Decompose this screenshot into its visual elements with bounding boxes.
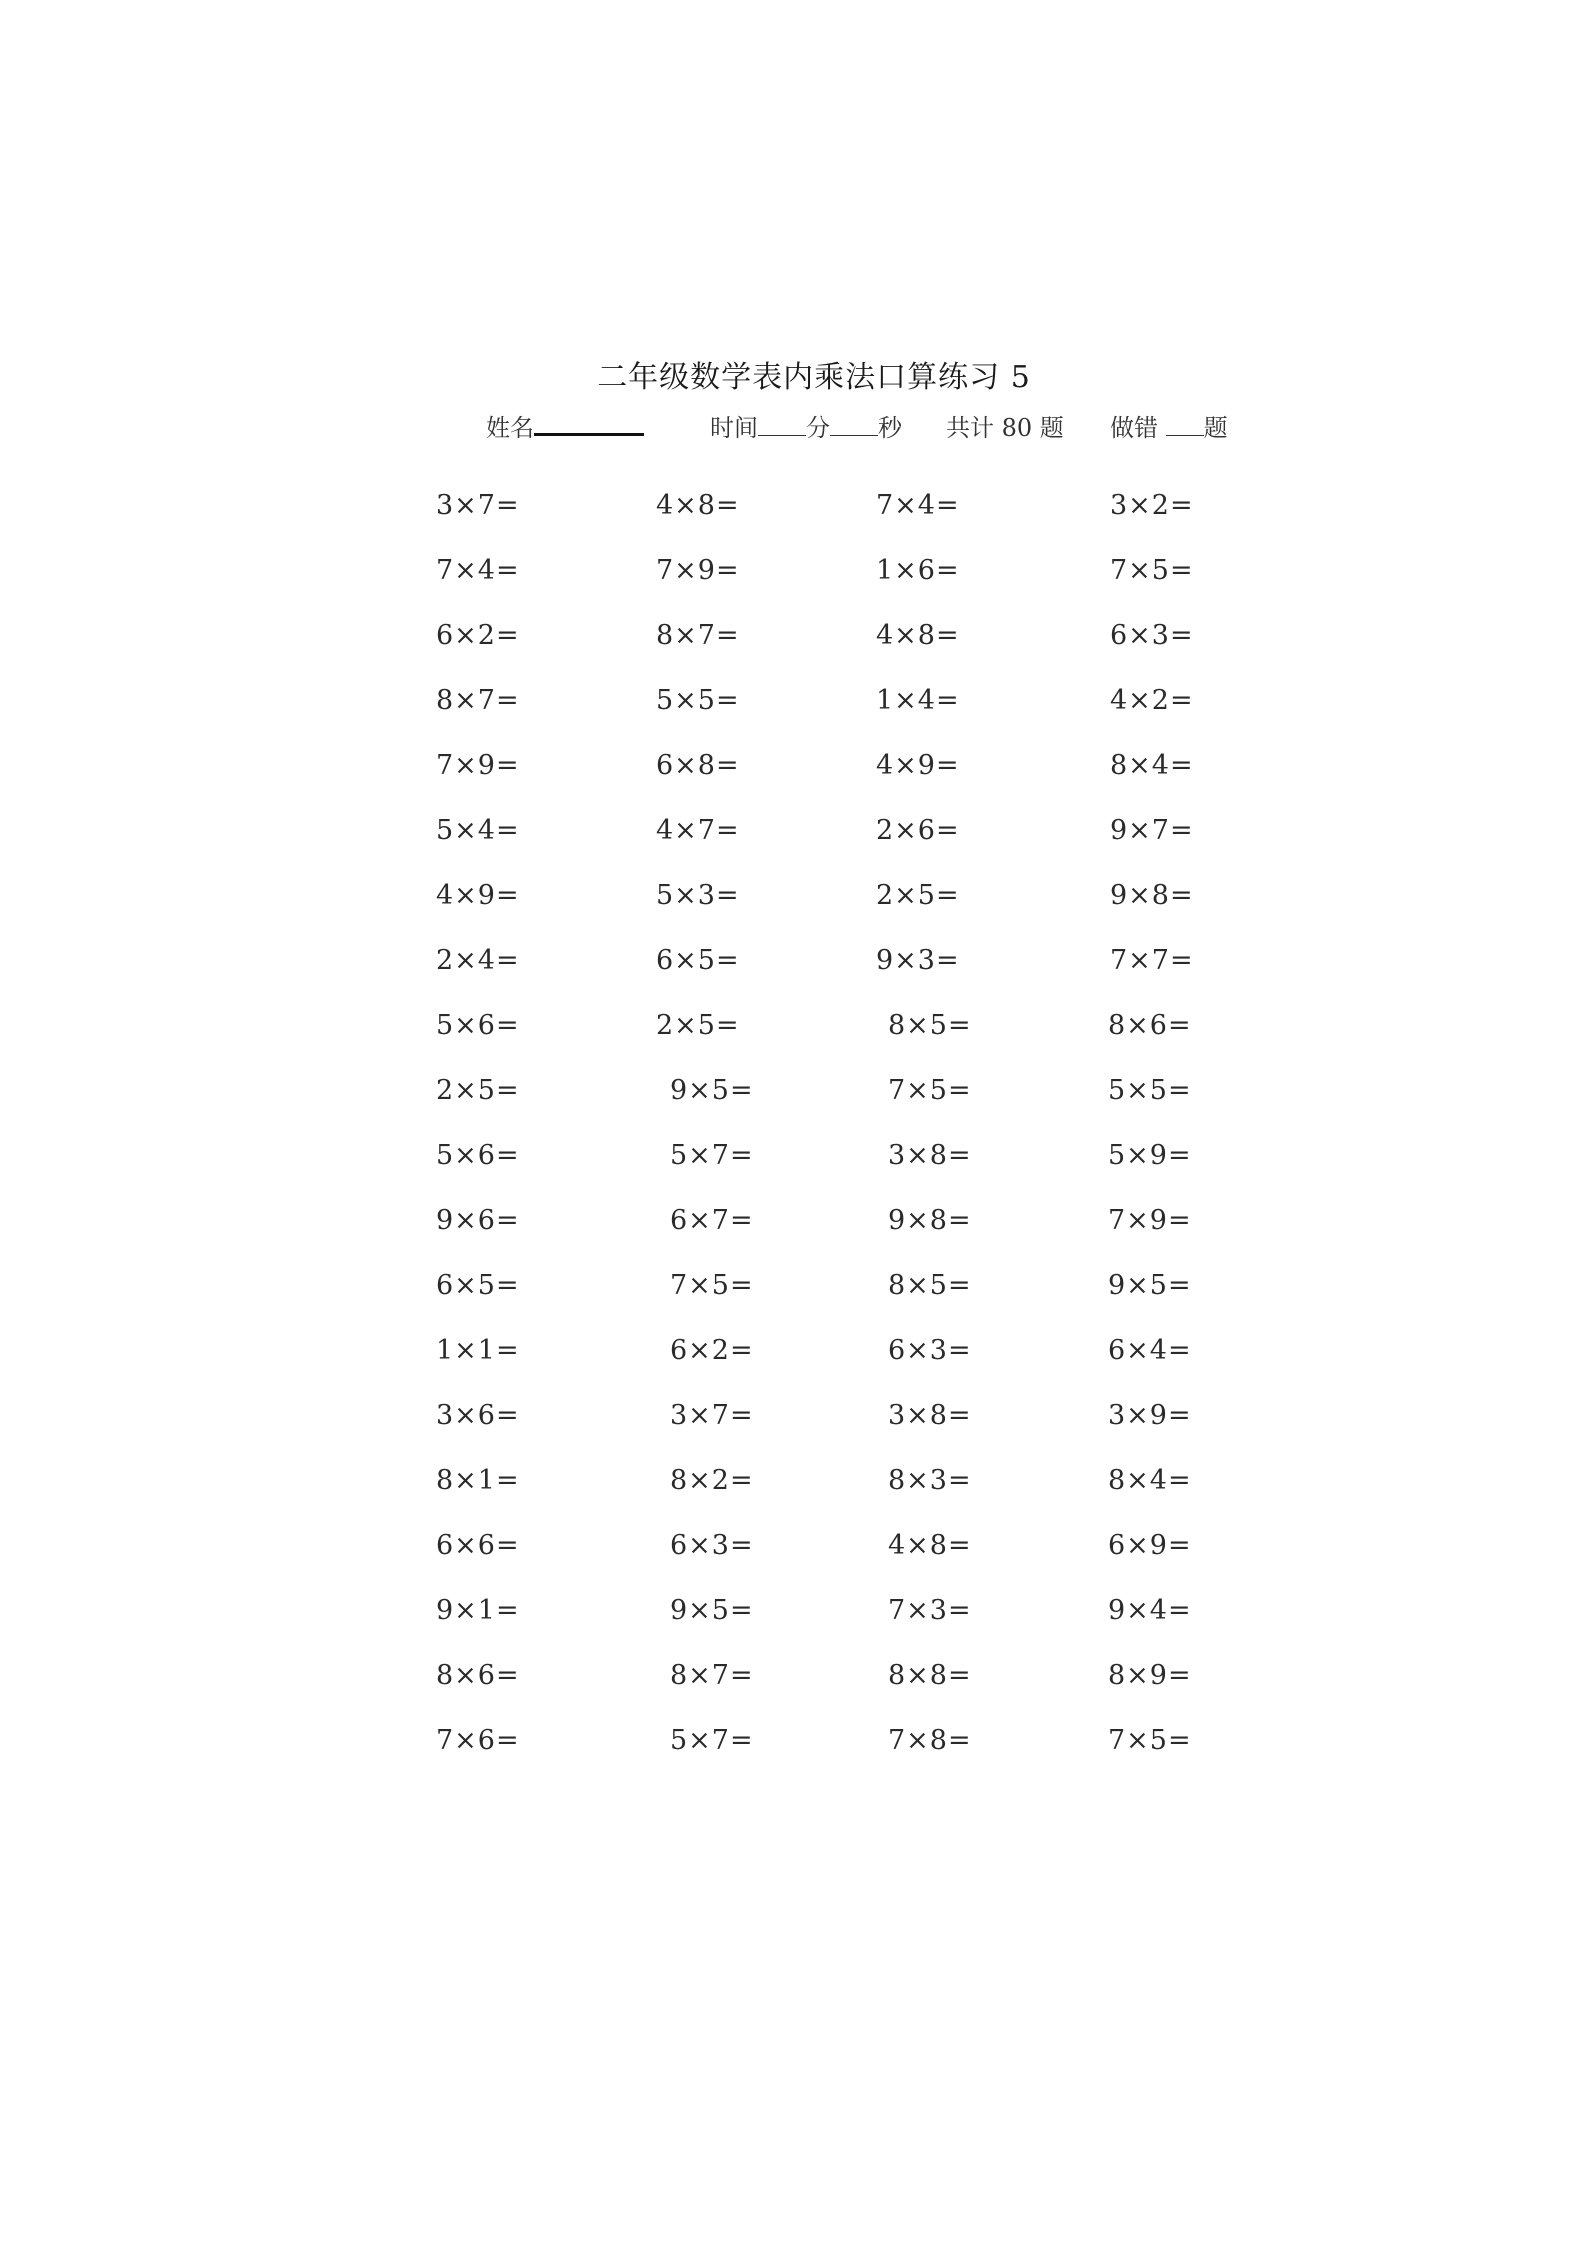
problem-r13-c3: 8×5= xyxy=(888,1270,972,1301)
problem-r3-c1: 6×2= xyxy=(436,620,520,651)
problem-r15-c2: 3×7= xyxy=(670,1400,754,1431)
problem-r3-c4: 6×3= xyxy=(1110,620,1194,651)
time-label: 时间 xyxy=(710,414,758,442)
problem-r19-c4: 8×9= xyxy=(1108,1660,1192,1691)
problem-r4-c4: 4×2= xyxy=(1110,685,1194,716)
problem-r8-c3: 9×3= xyxy=(876,945,960,976)
problem-r19-c2: 8×7= xyxy=(670,1660,754,1691)
problem-r6-c2: 4×7= xyxy=(656,815,740,846)
wrong-label: 做错 xyxy=(1110,414,1158,442)
problem-r10-c3: 7×5= xyxy=(888,1075,972,1106)
problem-r4-c1: 8×7= xyxy=(436,685,520,716)
problem-r1-c4: 3×2= xyxy=(1110,490,1194,521)
wrong-unit: 题 xyxy=(1203,414,1228,442)
problem-r5-c1: 7×9= xyxy=(436,750,520,781)
problem-r12-c2: 6×7= xyxy=(670,1205,754,1236)
problem-r10-c2: 9×5= xyxy=(670,1075,754,1106)
problem-r11-c4: 5×9= xyxy=(1108,1140,1192,1171)
problem-r12-c3: 9×8= xyxy=(888,1205,972,1236)
problem-r11-c1: 5×6= xyxy=(436,1140,520,1171)
problem-r9-c3: 8×5= xyxy=(888,1010,972,1041)
problem-r18-c2: 9×5= xyxy=(670,1595,754,1626)
problem-r2-c1: 7×4= xyxy=(436,555,520,586)
problem-r20-c2: 5×7= xyxy=(670,1725,754,1756)
problem-r12-c1: 9×6= xyxy=(436,1205,520,1236)
problem-r17-c4: 6×9= xyxy=(1108,1530,1192,1561)
problem-r14-c1: 1×1= xyxy=(436,1335,520,1366)
problem-r14-c4: 6×4= xyxy=(1108,1335,1192,1366)
problem-r9-c1: 5×6= xyxy=(436,1010,520,1041)
problem-r8-c4: 7×7= xyxy=(1110,945,1194,976)
problem-r7-c3: 2×5= xyxy=(876,880,960,911)
problem-r8-c2: 6×5= xyxy=(656,945,740,976)
minutes-label: 分 xyxy=(806,414,830,442)
problem-r3-c3: 4×8= xyxy=(876,620,960,651)
problem-r7-c2: 5×3= xyxy=(656,880,740,911)
problem-r11-c3: 3×8= xyxy=(888,1140,972,1171)
seconds-label: 秒 xyxy=(878,414,902,442)
worksheet-title: 二年级数学表内乘法口算练习 5 xyxy=(597,360,1031,395)
problem-r16-c4: 8×4= xyxy=(1108,1465,1192,1496)
problem-r16-c3: 8×3= xyxy=(888,1465,972,1496)
problem-r6-c1: 5×4= xyxy=(436,815,520,846)
problem-r18-c3: 7×3= xyxy=(888,1595,972,1626)
problem-r7-c4: 9×8= xyxy=(1110,880,1194,911)
problem-r2-c3: 1×6= xyxy=(876,555,960,586)
problem-r20-c4: 7×5= xyxy=(1108,1725,1192,1756)
problem-r19-c1: 8×6= xyxy=(436,1660,520,1691)
problem-r15-c3: 3×8= xyxy=(888,1400,972,1431)
problem-r17-c3: 4×8= xyxy=(888,1530,972,1561)
problem-r4-c3: 1×4= xyxy=(876,685,960,716)
problem-r6-c4: 9×7= xyxy=(1110,815,1194,846)
problem-r13-c4: 9×5= xyxy=(1108,1270,1192,1301)
problem-r10-c4: 5×5= xyxy=(1108,1075,1192,1106)
problem-r15-c1: 3×6= xyxy=(436,1400,520,1431)
problem-r13-c1: 6×5= xyxy=(436,1270,520,1301)
problem-r9-c2: 2×5= xyxy=(656,1010,740,1041)
problem-r2-c4: 7×5= xyxy=(1110,555,1194,586)
problem-r18-c1: 9×1= xyxy=(436,1595,520,1626)
problem-r15-c4: 3×9= xyxy=(1108,1400,1192,1431)
problem-r16-c1: 8×1= xyxy=(436,1465,520,1496)
total-count: 共计 80 题 xyxy=(946,414,1064,442)
problem-r14-c3: 6×3= xyxy=(888,1335,972,1366)
problem-r2-c2: 7×9= xyxy=(656,555,740,586)
problem-r20-c3: 7×8= xyxy=(888,1725,972,1756)
problem-r19-c3: 8×8= xyxy=(888,1660,972,1691)
problem-r5-c4: 8×4= xyxy=(1110,750,1194,781)
problem-r17-c2: 6×3= xyxy=(670,1530,754,1561)
problem-r20-c1: 7×6= xyxy=(436,1725,520,1756)
problem-r18-c4: 9×4= xyxy=(1108,1595,1192,1626)
name-label: 姓名 xyxy=(486,414,534,442)
problem-r4-c2: 5×5= xyxy=(656,685,740,716)
problem-r11-c2: 5×7= xyxy=(670,1140,754,1171)
problem-r1-c2: 4×8= xyxy=(656,490,740,521)
problem-r1-c3: 7×4= xyxy=(876,490,960,521)
problem-r1-c1: 3×7= xyxy=(436,490,520,521)
problem-r5-c2: 6×8= xyxy=(656,750,740,781)
problem-r8-c1: 2×4= xyxy=(436,945,520,976)
problem-r6-c3: 2×6= xyxy=(876,815,960,846)
problem-r5-c3: 4×9= xyxy=(876,750,960,781)
problem-r12-c4: 7×9= xyxy=(1108,1205,1192,1236)
problem-r13-c2: 7×5= xyxy=(670,1270,754,1301)
problem-r16-c2: 8×2= xyxy=(670,1465,754,1496)
problem-r17-c1: 6×6= xyxy=(436,1530,520,1561)
problem-r10-c1: 2×5= xyxy=(436,1075,520,1106)
problem-r14-c2: 6×2= xyxy=(670,1335,754,1366)
problem-r3-c2: 8×7= xyxy=(656,620,740,651)
problem-r7-c1: 4×9= xyxy=(436,880,520,911)
problem-r9-c4: 8×6= xyxy=(1108,1010,1192,1041)
